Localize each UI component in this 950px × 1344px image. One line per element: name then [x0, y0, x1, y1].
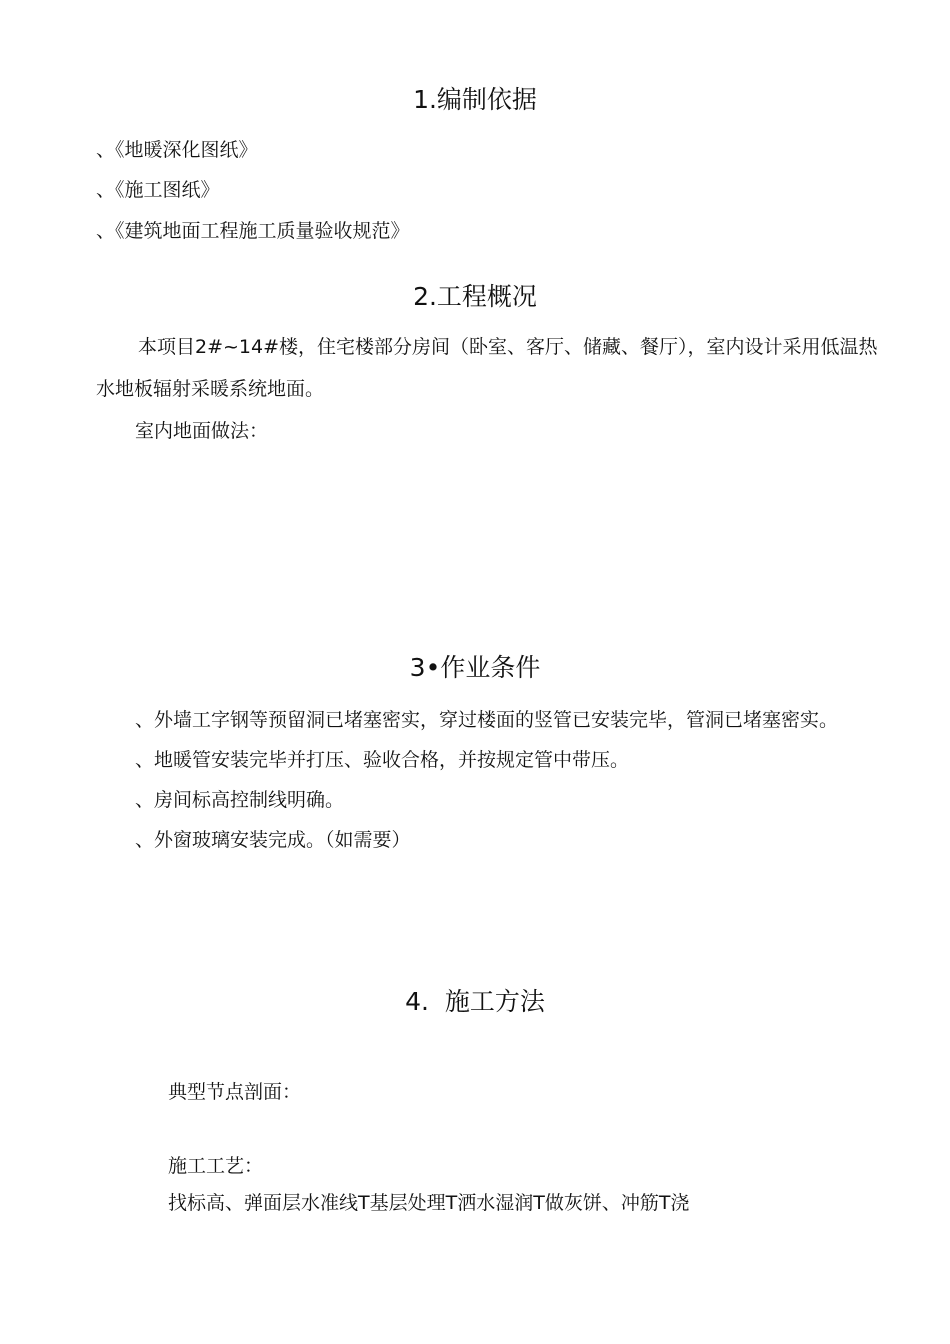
floor-method-label: 室内地面做法： — [135, 420, 269, 442]
node-section-label: 典型节点剖面： — [168, 1081, 302, 1103]
section3-item-1: 、外墙工字钢等预留洞已堵塞密实，穿过楼面的竖管已安装完毕，管洞已堵塞密实。 — [135, 709, 839, 731]
process-label: 施工工艺： — [168, 1155, 264, 1177]
section1-item-3: 、《建筑地面工程施工质量验收规范》 — [96, 220, 410, 242]
section1-heading: 1.编制依据 — [413, 85, 537, 114]
section2-paragraph: 本项目2#~14#楼，住宅楼部分房间（卧室、客厅、储藏、餐厅），室内设计采用低温热水地板辐射采暖系统地面。 — [96, 336, 878, 400]
section3-item-4: 、外窗玻璃安装完成。（如需要） — [135, 829, 411, 851]
process-steps: 找标高、弹面层水准线T基层处理T洒水湿润T做灰饼、冲筋T浇 — [168, 1192, 690, 1214]
section1-item-1: 、《地暖深化图纸》 — [96, 139, 258, 161]
section2-heading: 2.工程概况 — [413, 282, 537, 311]
section3-item-2: 、地暖管安装完毕并打压、验收合格，并按规定管中带压。 — [135, 749, 630, 771]
section3-heading: 3•作业条件 — [409, 653, 541, 682]
section3-item-3: 、房间标高控制线明确。 — [135, 789, 345, 811]
section4-heading: 4. 施工方法 — [405, 987, 545, 1016]
section1-item-2: 、《施工图纸》 — [96, 179, 220, 201]
